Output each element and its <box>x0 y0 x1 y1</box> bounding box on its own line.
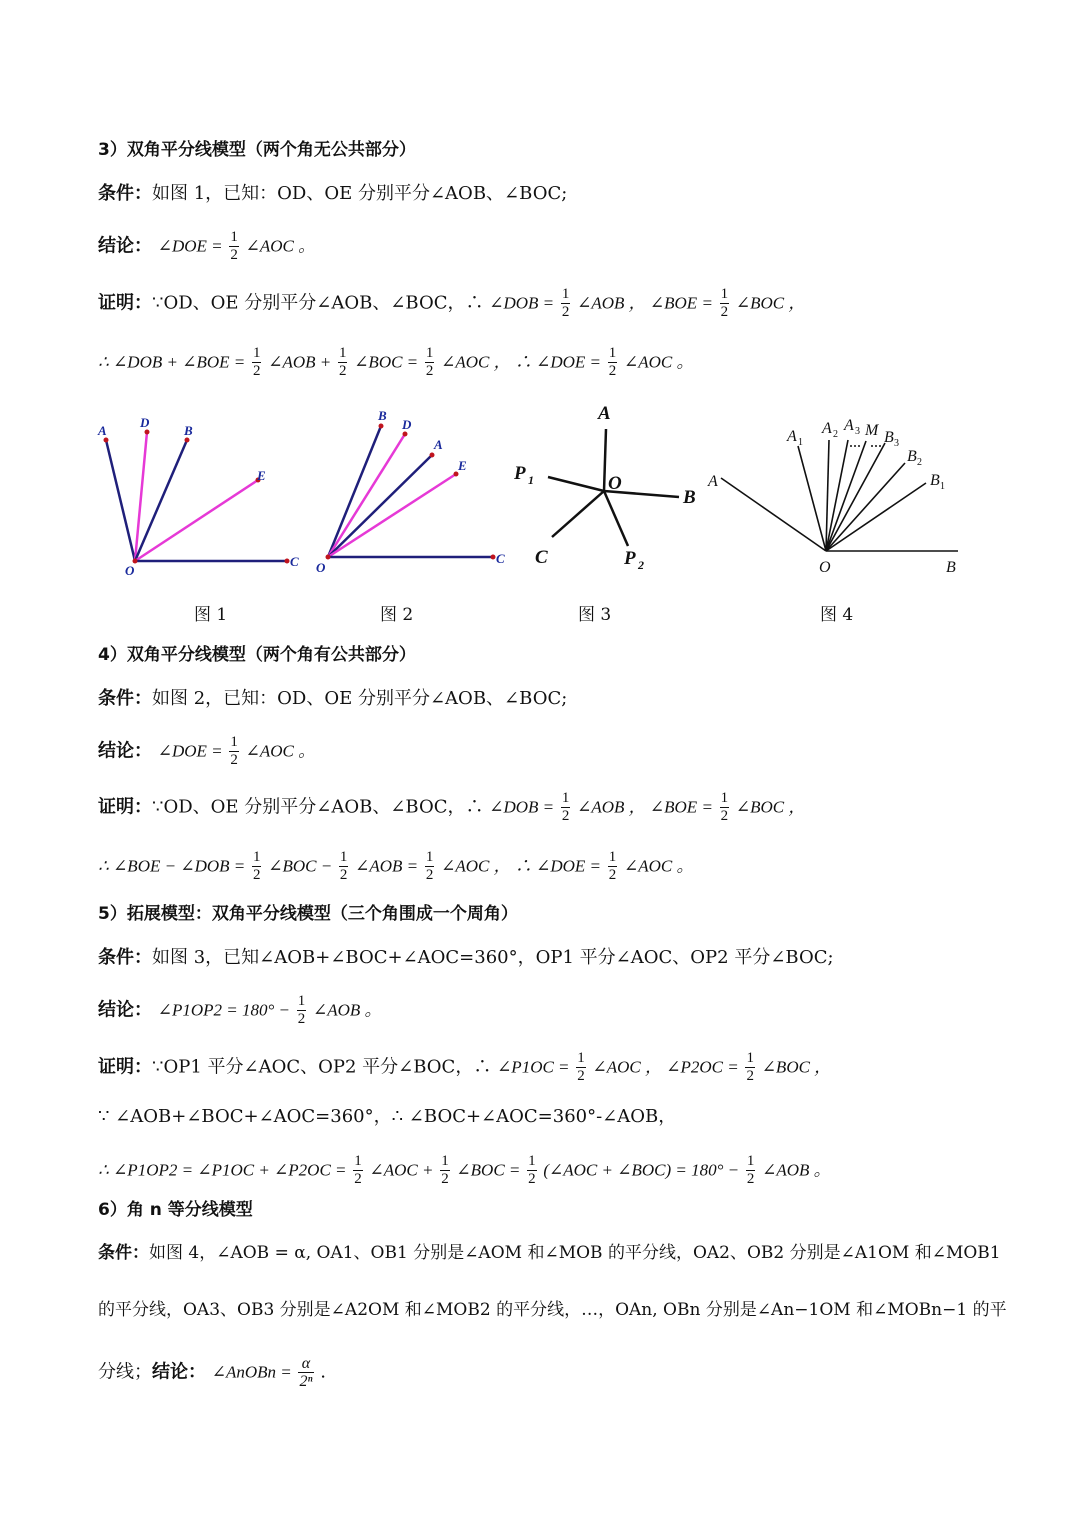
fig4-label-A: A <box>708 473 718 490</box>
fig2-label-B: B <box>378 408 387 423</box>
fig4-label-B2: B <box>907 448 917 465</box>
fig3-label-C: C <box>535 547 548 568</box>
svg-text:2: 2 <box>638 558 644 572</box>
fig4-label-B3: B <box>884 429 894 446</box>
fig4-label-B1: B <box>930 472 940 489</box>
fig1-label-E: E <box>257 468 266 483</box>
fig1-label-A: A <box>98 423 107 438</box>
fig1-caption: 图 1 <box>194 605 228 625</box>
s4-proof-line2: ∴ ∠BOE − ∠DOB = $\frac{1}{2}$ ∠BOC − $\frac{1}{2}$ ∠AOB = $\frac{1}{2}$ ∠AOC ， ∴ ∠DOE = $\frac{1}{2}$ ∠AOC 。 <box>98 849 694 883</box>
s3-heading: 3）双角平分线模型（两个角无公共部分） <box>98 140 416 160</box>
fig4-label-B: B <box>946 559 956 576</box>
s5-proof-line1: 证明：∵OP1 平分∠AOC、OP2 平分∠BOC，∴ ∠P1OC = $\frac{1}{2}$ ∠AOC ， ∠P2OC = $\frac{1}{2}$ ∠BOC ， <box>98 1050 832 1084</box>
fig4-caption: 图 4 <box>820 605 854 625</box>
s5-condition: 条件：如图 3，已知∠AOB+∠BOC+∠AOC=360°，OP1 平分∠AOC、OP2 平分∠BOC; <box>98 947 834 968</box>
fig4-label-O: O <box>819 559 831 576</box>
s6-condition-line2: 的平分线，OA3、OB3 分别是∠A2OM 和∠MOB2 的平分线，…，OAn, OBn 分别是∠An−1OM 和∠MOBn−1 的平 <box>98 1300 1007 1320</box>
svg-text:3: 3 <box>894 438 899 449</box>
fig2-caption: 图 2 <box>380 605 414 625</box>
s6-condition-line1: 条件：如图 4，∠AOB = α, OA1、OB1 分别是∠AOM 和∠MOB 的平分线，OA2、OB2 分别是∠A1OM 和∠MOB1 <box>98 1243 1001 1263</box>
s4-condition: 条件：如图 2，已知：OD、OE 分别平分∠AOB、∠BOC; <box>98 688 568 709</box>
s3-conclusion: 结论： ∠DOE = $\frac{1}{2}$ ∠AOC 。 <box>98 229 316 263</box>
fig3-label-B: B <box>683 487 696 508</box>
s4-heading: 4）双角平分线模型（两个角有公共部分） <box>98 645 416 665</box>
s5-proof-line2: ∵ ∠AOB+∠BOC+∠AOC=360°，∴ ∠BOC+∠AOC=360°-∠AOB， <box>98 1106 677 1127</box>
fig1-label-D: D <box>140 415 150 430</box>
fig1-label-C: C <box>290 554 299 569</box>
fig4-label-A1: A <box>787 428 797 445</box>
fig3-label-P1: P <box>514 463 526 484</box>
s5-heading: 5）拓展模型：双角平分线模型（三个角围成一个周角） <box>98 904 518 924</box>
svg-text:3: 3 <box>855 426 860 437</box>
s3-proof-line2: ∴ ∠DOB + ∠BOE = $\frac{1}{2}$ ∠AOB + $\frac{1}{2}$ ∠BOC = $\frac{1}{2}$ ∠AOC ， ∴ ∠DOE = $\frac{1}{2}$ ∠AOC 。 <box>98 345 694 379</box>
figure-4 <box>721 440 958 551</box>
svg-text:2: 2 <box>917 457 922 468</box>
s4-proof-line1: 证明：∵OD、OE 分别平分∠AOB、∠BOC，∴ ∠DOB = $\frac{1}{2}$ ∠AOB ， ∠BOE = $\frac{1}{2}$ ∠BOC ， <box>98 790 806 824</box>
fig4-label-A2: A <box>822 420 832 437</box>
fig2-label-C: C <box>496 551 505 566</box>
fig3-label-P2: P <box>624 548 636 569</box>
fig3-caption: 图 3 <box>578 605 612 625</box>
svg-text:2: 2 <box>833 429 838 440</box>
svg-text:1: 1 <box>798 437 803 448</box>
fig2-label-A: A <box>434 437 443 452</box>
s3-proof-line1: 证明：∵OD、OE 分别平分∠AOB、∠BOC，∴ ∠DOB = $\frac{1}{2}$ ∠AOB ， ∠BOE = $\frac{1}{2}$ ∠BOC ， <box>98 286 806 320</box>
fig4-label-M: M <box>865 422 879 439</box>
svg-text:1: 1 <box>528 473 534 487</box>
fig2-label-D: D <box>402 417 412 432</box>
fig3-label-O: O <box>608 473 622 494</box>
s5-conclusion: 结论： ∠P1OP2 = 180° − $\frac{1}{2}$ ∠AOB 。 <box>98 993 382 1027</box>
figure-2 <box>316 408 505 575</box>
fig2-label-E: E <box>458 458 467 473</box>
fig4-label-A3: A <box>844 417 854 434</box>
s3-condition: 条件：如图 1，已知：OD、OE 分别平分∠AOB、∠BOC; <box>98 183 568 204</box>
s6-heading: 6）角 n 等分线模型 <box>98 1200 253 1220</box>
s4-conclusion: 结论： ∠DOE = $\frac{1}{2}$ ∠AOC 。 <box>98 734 316 768</box>
fig3-label-A: A <box>598 403 611 424</box>
s6-conclusion: 分线；结论： ∠AnOBn = $\frac{\alpha}{\text{2ⁿ}}$ . <box>98 1355 326 1390</box>
fig1-label-O: O <box>125 563 135 578</box>
fig2-label-O: O <box>316 560 326 575</box>
figures-strip <box>0 395 1080 595</box>
figure-1 <box>97 415 299 578</box>
s5-proof-line3: ∴ ∠P1OP2 = ∠P1OC + ∠P2OC = $\frac{1}{2}$ ∠AOC + $\frac{1}{2}$ ∠BOC = $\frac{1}{2}$ (∠AOC + ∠BOC) = 180° − $\frac{1}{2}$ ∠AOB 。 <box>98 1153 831 1187</box>
fig1-label-B: B <box>184 423 193 438</box>
svg-text:1: 1 <box>940 481 945 492</box>
fig4-ellipsis-dots <box>850 445 881 447</box>
